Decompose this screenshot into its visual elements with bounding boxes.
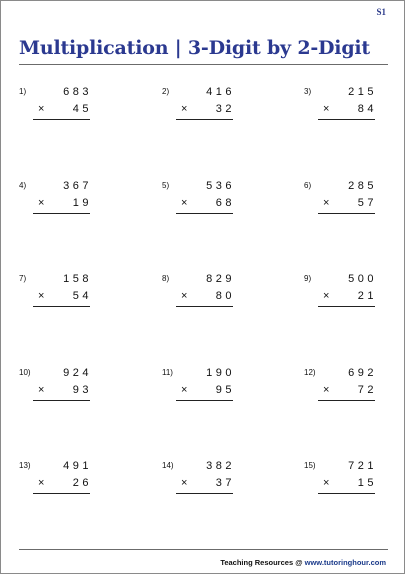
multiplier: 45: [72, 103, 92, 115]
multiplicand: 285: [348, 180, 377, 192]
problem-number: 7): [19, 274, 27, 283]
multiplier: 57: [357, 197, 377, 209]
problem-4: [19, 181, 92, 251]
multiplicand: 500: [348, 273, 377, 285]
problem-number: 4): [19, 181, 27, 190]
multiplier: 21: [357, 290, 377, 302]
problem-12: [304, 368, 377, 438]
problem-number: 8): [162, 274, 170, 283]
problem-number: 13): [19, 461, 31, 470]
title-divider: [19, 64, 388, 65]
problem-11: [162, 368, 235, 438]
multiplier: 32: [215, 103, 235, 115]
multiply-sign: ×: [323, 477, 330, 489]
answer-line: [318, 213, 375, 214]
multiplier: 68: [215, 197, 235, 209]
problem-5: [162, 181, 235, 251]
multiplicand: 215: [348, 86, 377, 98]
footer-website-link[interactable]: www.tutoringhour.com: [304, 558, 386, 567]
problem-number: 12): [304, 368, 316, 377]
multiply-sign: ×: [38, 197, 45, 209]
sheet-code: S1: [376, 7, 386, 17]
answer-line: [318, 493, 375, 494]
answer-line: [176, 306, 233, 307]
answer-line: [33, 493, 90, 494]
multiplicand: 190: [206, 367, 235, 379]
multiplicand: 721: [348, 460, 377, 472]
problem-number: 15): [304, 461, 316, 470]
problem-1: [19, 87, 92, 157]
multiply-sign: ×: [38, 290, 45, 302]
problem-number: 10): [19, 368, 31, 377]
multiply-sign: ×: [181, 477, 188, 489]
multiplicand: 367: [63, 180, 92, 192]
problem-number: 6): [304, 181, 312, 190]
problem-10: [19, 368, 92, 438]
multiplicand: 536: [206, 180, 235, 192]
problem-number: 3): [304, 87, 312, 96]
problem-8: [162, 274, 235, 344]
answer-line: [176, 493, 233, 494]
multiply-sign: ×: [181, 197, 188, 209]
answer-line: [176, 213, 233, 214]
multiply-sign: ×: [323, 290, 330, 302]
multiply-sign: ×: [323, 103, 330, 115]
multiplier: 93: [72, 384, 92, 396]
multiplier: 37: [215, 477, 235, 489]
multiplier: 54: [72, 290, 92, 302]
multiplicand: 683: [63, 86, 92, 98]
problem-number: 14): [162, 461, 174, 470]
problem-number: 1): [19, 87, 27, 96]
problem-number: 11): [162, 368, 173, 377]
problem-number: 9): [304, 274, 312, 283]
multiply-sign: ×: [181, 103, 188, 115]
answer-line: [33, 213, 90, 214]
footer-lead-text: Teaching Resources @: [220, 558, 305, 567]
multiplier: 19: [72, 197, 92, 209]
multiplier: 80: [215, 290, 235, 302]
multiply-sign: ×: [38, 103, 45, 115]
footer: [220, 558, 386, 567]
multiplier: 95: [215, 384, 235, 396]
answer-line: [176, 119, 233, 120]
multiply-sign: ×: [38, 477, 45, 489]
problem-3: [304, 87, 377, 157]
problem-number: 5): [162, 181, 170, 190]
multiplier: 84: [357, 103, 377, 115]
answer-line: [33, 306, 90, 307]
problem-number: 2): [162, 87, 170, 96]
multiplicand: 382: [206, 460, 235, 472]
multiply-sign: ×: [181, 384, 188, 396]
multiplicand: 491: [63, 460, 92, 472]
problem-9: [304, 274, 377, 344]
problem-2: [162, 87, 235, 157]
multiplier: 26: [72, 477, 92, 489]
multiplier: 72: [357, 384, 377, 396]
answer-line: [33, 400, 90, 401]
multiply-sign: ×: [323, 197, 330, 209]
multiplicand: 924: [63, 367, 92, 379]
problem-7: [19, 274, 92, 344]
multiplicand: 158: [63, 273, 92, 285]
multiply-sign: ×: [323, 384, 330, 396]
problem-6: [304, 181, 377, 251]
multiply-sign: ×: [181, 290, 188, 302]
multiply-sign: ×: [38, 384, 45, 396]
problem-14: [162, 461, 235, 531]
answer-line: [33, 119, 90, 120]
multiplicand: 829: [206, 273, 235, 285]
answer-line: [176, 400, 233, 401]
page-title: Multiplication | 3-Digit by 2-Digit: [19, 37, 370, 59]
multiplier: 15: [357, 477, 377, 489]
footer-divider: [19, 549, 388, 550]
answer-line: [318, 119, 375, 120]
multiplicand: 416: [206, 86, 235, 98]
answer-line: [318, 400, 375, 401]
multiplicand: 692: [348, 367, 377, 379]
answer-line: [318, 306, 375, 307]
problem-13: [19, 461, 92, 531]
problem-15: [304, 461, 377, 531]
